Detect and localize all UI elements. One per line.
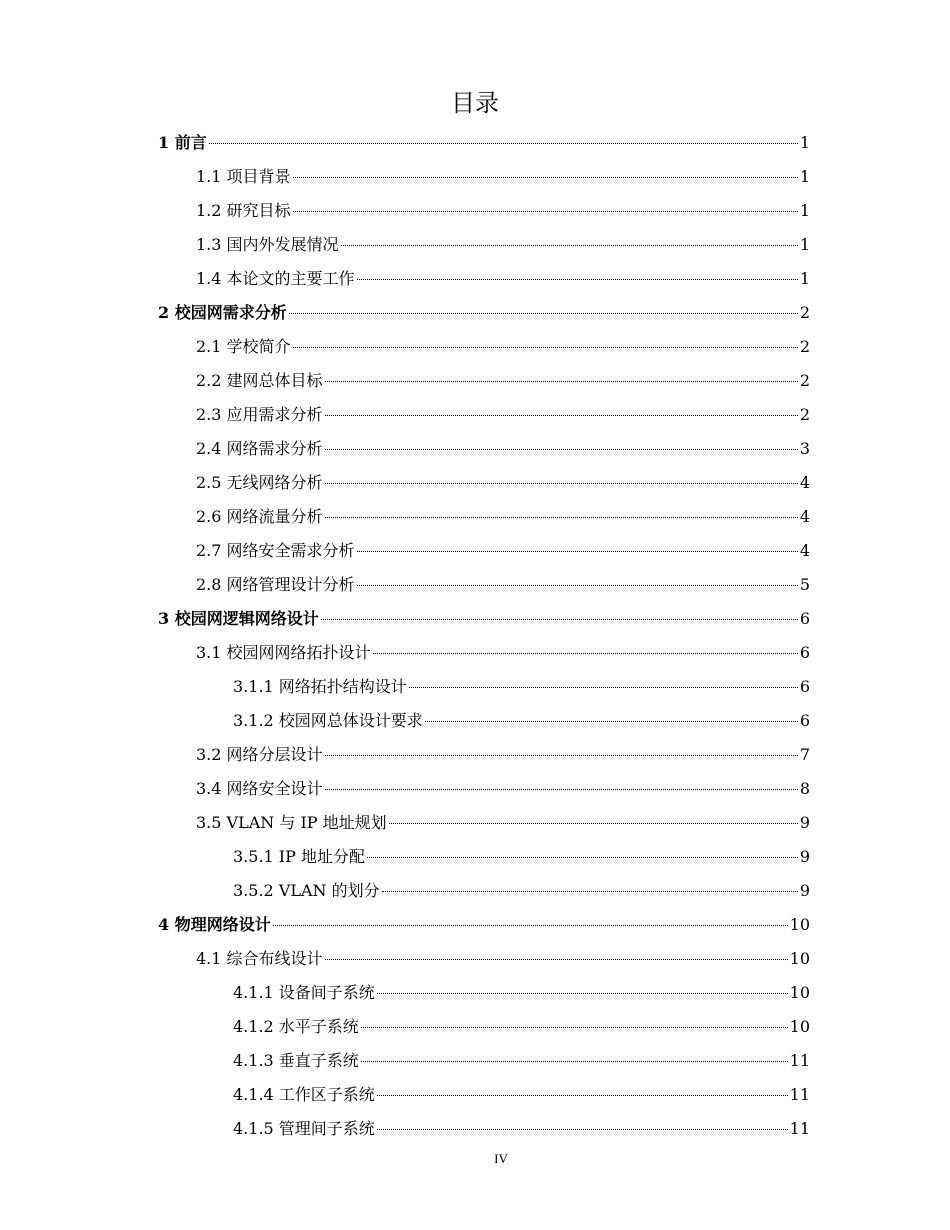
toc-entry-label: 4.1 综合布线设计 <box>196 949 323 968</box>
dot-leader <box>209 143 798 144</box>
toc-entry-page-number: 6 <box>799 643 810 662</box>
toc-entry-page-number: 10 <box>789 915 810 934</box>
toc-entry-label: 3.2 网络分层设计 <box>196 745 323 764</box>
toc-entry-label: 3.1.1 网络拓扑结构设计 <box>233 677 407 696</box>
toc-entry[interactable] <box>158 670 810 704</box>
dot-leader <box>389 823 798 824</box>
toc-entry[interactable] <box>158 602 810 636</box>
toc-entry-page-number: 6 <box>799 711 810 730</box>
toc-entry-label: 2.4 网络需求分析 <box>196 439 323 458</box>
dot-leader <box>361 1061 788 1062</box>
toc-entry-page-number: 9 <box>799 847 810 866</box>
dot-leader <box>293 211 798 212</box>
page-number: IV <box>494 1151 508 1166</box>
toc-entry-page-number: 11 <box>789 1119 810 1138</box>
toc-entry[interactable] <box>158 568 810 602</box>
dot-leader <box>357 551 798 552</box>
toc-entry[interactable] <box>158 840 810 874</box>
toc-entry-page-number: 4 <box>799 507 810 526</box>
toc-entry-label: 1 前言 <box>158 133 207 152</box>
toc-title: 目录 <box>451 89 499 117</box>
toc-entry-label: 4.1.2 水平子系统 <box>233 1017 359 1036</box>
dot-leader <box>367 857 798 858</box>
dot-leader <box>273 925 788 926</box>
toc-entry-page-number: 1 <box>799 235 810 254</box>
toc-entry-page-number: 1 <box>799 167 810 186</box>
toc-entry-label: 2 校园网需求分析 <box>158 303 287 322</box>
toc-entry-label: 3 校园网逻辑网络设计 <box>158 609 319 628</box>
toc-entry-label: 3.4 网络安全设计 <box>196 779 323 798</box>
dot-leader <box>325 789 798 790</box>
toc-entry[interactable] <box>158 126 810 160</box>
toc-entry-page-number: 9 <box>799 813 810 832</box>
dot-leader <box>325 415 798 416</box>
dot-leader <box>357 585 798 586</box>
toc-entry[interactable] <box>158 908 810 942</box>
toc-entry[interactable] <box>158 534 810 568</box>
toc-entry[interactable] <box>158 636 810 670</box>
toc-entry-label: 2.8 网络管理设计分析 <box>196 575 355 594</box>
toc-entry-page-number: 5 <box>799 575 810 594</box>
toc-entry-label: 4.1.5 管理间子系统 <box>233 1119 375 1138</box>
toc-entry[interactable] <box>158 330 810 364</box>
toc-entry-page-number: 10 <box>789 983 810 1002</box>
toc-entry-page-number: 1 <box>799 201 810 220</box>
toc-entry[interactable] <box>158 296 810 330</box>
dot-leader <box>341 245 798 246</box>
dot-leader <box>321 619 798 620</box>
dot-leader <box>361 1027 788 1028</box>
toc-list <box>158 126 810 1146</box>
toc-entry[interactable] <box>158 1010 810 1044</box>
toc-entry-page-number: 10 <box>789 949 810 968</box>
dot-leader <box>293 347 798 348</box>
toc-entry-page-number: 1 <box>799 133 810 152</box>
toc-entry-page-number: 8 <box>799 779 810 798</box>
dot-leader <box>325 755 798 756</box>
toc-entry-label: 3.5.2 VLAN 的划分 <box>233 881 380 900</box>
toc-entry-page-number: 6 <box>799 609 810 628</box>
toc-entry-label: 1.1 项目背景 <box>196 167 291 186</box>
toc-entry[interactable] <box>158 262 810 296</box>
dot-leader <box>377 993 788 994</box>
dot-leader <box>377 1129 788 1130</box>
dot-leader <box>425 721 798 722</box>
toc-entry-label: 4.1.3 垂直子系统 <box>233 1051 359 1070</box>
toc-entry-page-number: 2 <box>799 337 810 356</box>
toc-entry-label: 2.1 学校简介 <box>196 337 291 356</box>
toc-entry[interactable] <box>158 772 810 806</box>
toc-entry[interactable] <box>158 976 810 1010</box>
dot-leader <box>325 517 798 518</box>
toc-entry-label: 4.1.1 设备间子系统 <box>233 983 375 1002</box>
dot-leader <box>325 959 788 960</box>
toc-entry-label: 1.2 研究目标 <box>196 201 291 220</box>
dot-leader <box>325 449 798 450</box>
dot-leader <box>325 483 798 484</box>
toc-entry[interactable] <box>158 1078 810 1112</box>
toc-entry-page-number: 4 <box>799 541 810 560</box>
dot-leader <box>325 381 798 382</box>
toc-entry[interactable] <box>158 874 810 908</box>
toc-entry-label: 1.4 本论文的主要工作 <box>196 269 355 288</box>
toc-entry-label: 3.5.1 IP 地址分配 <box>233 847 365 866</box>
dot-leader <box>289 313 798 314</box>
dot-leader <box>409 687 798 688</box>
toc-entry-label: 2.5 无线网络分析 <box>196 473 323 492</box>
dot-leader <box>293 177 798 178</box>
toc-entry-page-number: 2 <box>799 303 810 322</box>
toc-entry-page-number: 11 <box>789 1085 810 1104</box>
toc-entry[interactable] <box>158 466 810 500</box>
toc-entry[interactable] <box>158 704 810 738</box>
dot-leader <box>382 891 798 892</box>
toc-entry-label: 2.6 网络流量分析 <box>196 507 323 526</box>
toc-entry[interactable] <box>158 1044 810 1078</box>
toc-entry-label: 3.1 校园网网络拓扑设计 <box>196 643 371 662</box>
toc-entry-label: 2.7 网络安全需求分析 <box>196 541 355 560</box>
toc-entry-page-number: 3 <box>799 439 810 458</box>
toc-entry-label: 1.3 国内外发展情况 <box>196 235 339 254</box>
toc-entry-label: 3.1.2 校园网总体设计要求 <box>233 711 423 730</box>
dot-leader <box>373 653 798 654</box>
toc-entry[interactable] <box>158 194 810 228</box>
toc-entry[interactable] <box>158 806 810 840</box>
toc-entry-page-number: 4 <box>799 473 810 492</box>
toc-entry-page-number: 11 <box>789 1051 810 1070</box>
toc-entry-page-number: 6 <box>799 677 810 696</box>
toc-entry-label: 2.2 建网总体目标 <box>196 371 323 390</box>
toc-entry[interactable] <box>158 942 810 976</box>
toc-entry-page-number: 10 <box>789 1017 810 1036</box>
toc-entry[interactable] <box>158 160 810 194</box>
toc-entry[interactable] <box>158 398 810 432</box>
toc-entry-label: 4.1.4 工作区子系统 <box>233 1085 375 1104</box>
toc-entry-page-number: 9 <box>799 881 810 900</box>
toc-entry-label: 2.3 应用需求分析 <box>196 405 323 424</box>
toc-entry[interactable] <box>158 228 810 262</box>
toc-entry-page-number: 2 <box>799 371 810 390</box>
dot-leader <box>357 279 798 280</box>
toc-entry-label: 3.5 VLAN 与 IP 地址规划 <box>196 813 387 832</box>
toc-entry[interactable] <box>158 432 810 466</box>
toc-entry[interactable] <box>158 738 810 772</box>
toc-entry[interactable] <box>158 364 810 398</box>
toc-entry-page-number: 7 <box>799 745 810 764</box>
toc-entry-page-number: 2 <box>799 405 810 424</box>
dot-leader <box>377 1095 788 1096</box>
toc-entry-page-number: 1 <box>799 269 810 288</box>
toc-entry-label: 4 物理网络设计 <box>158 915 271 934</box>
toc-entry[interactable] <box>158 500 810 534</box>
toc-entry[interactable] <box>158 1112 810 1146</box>
